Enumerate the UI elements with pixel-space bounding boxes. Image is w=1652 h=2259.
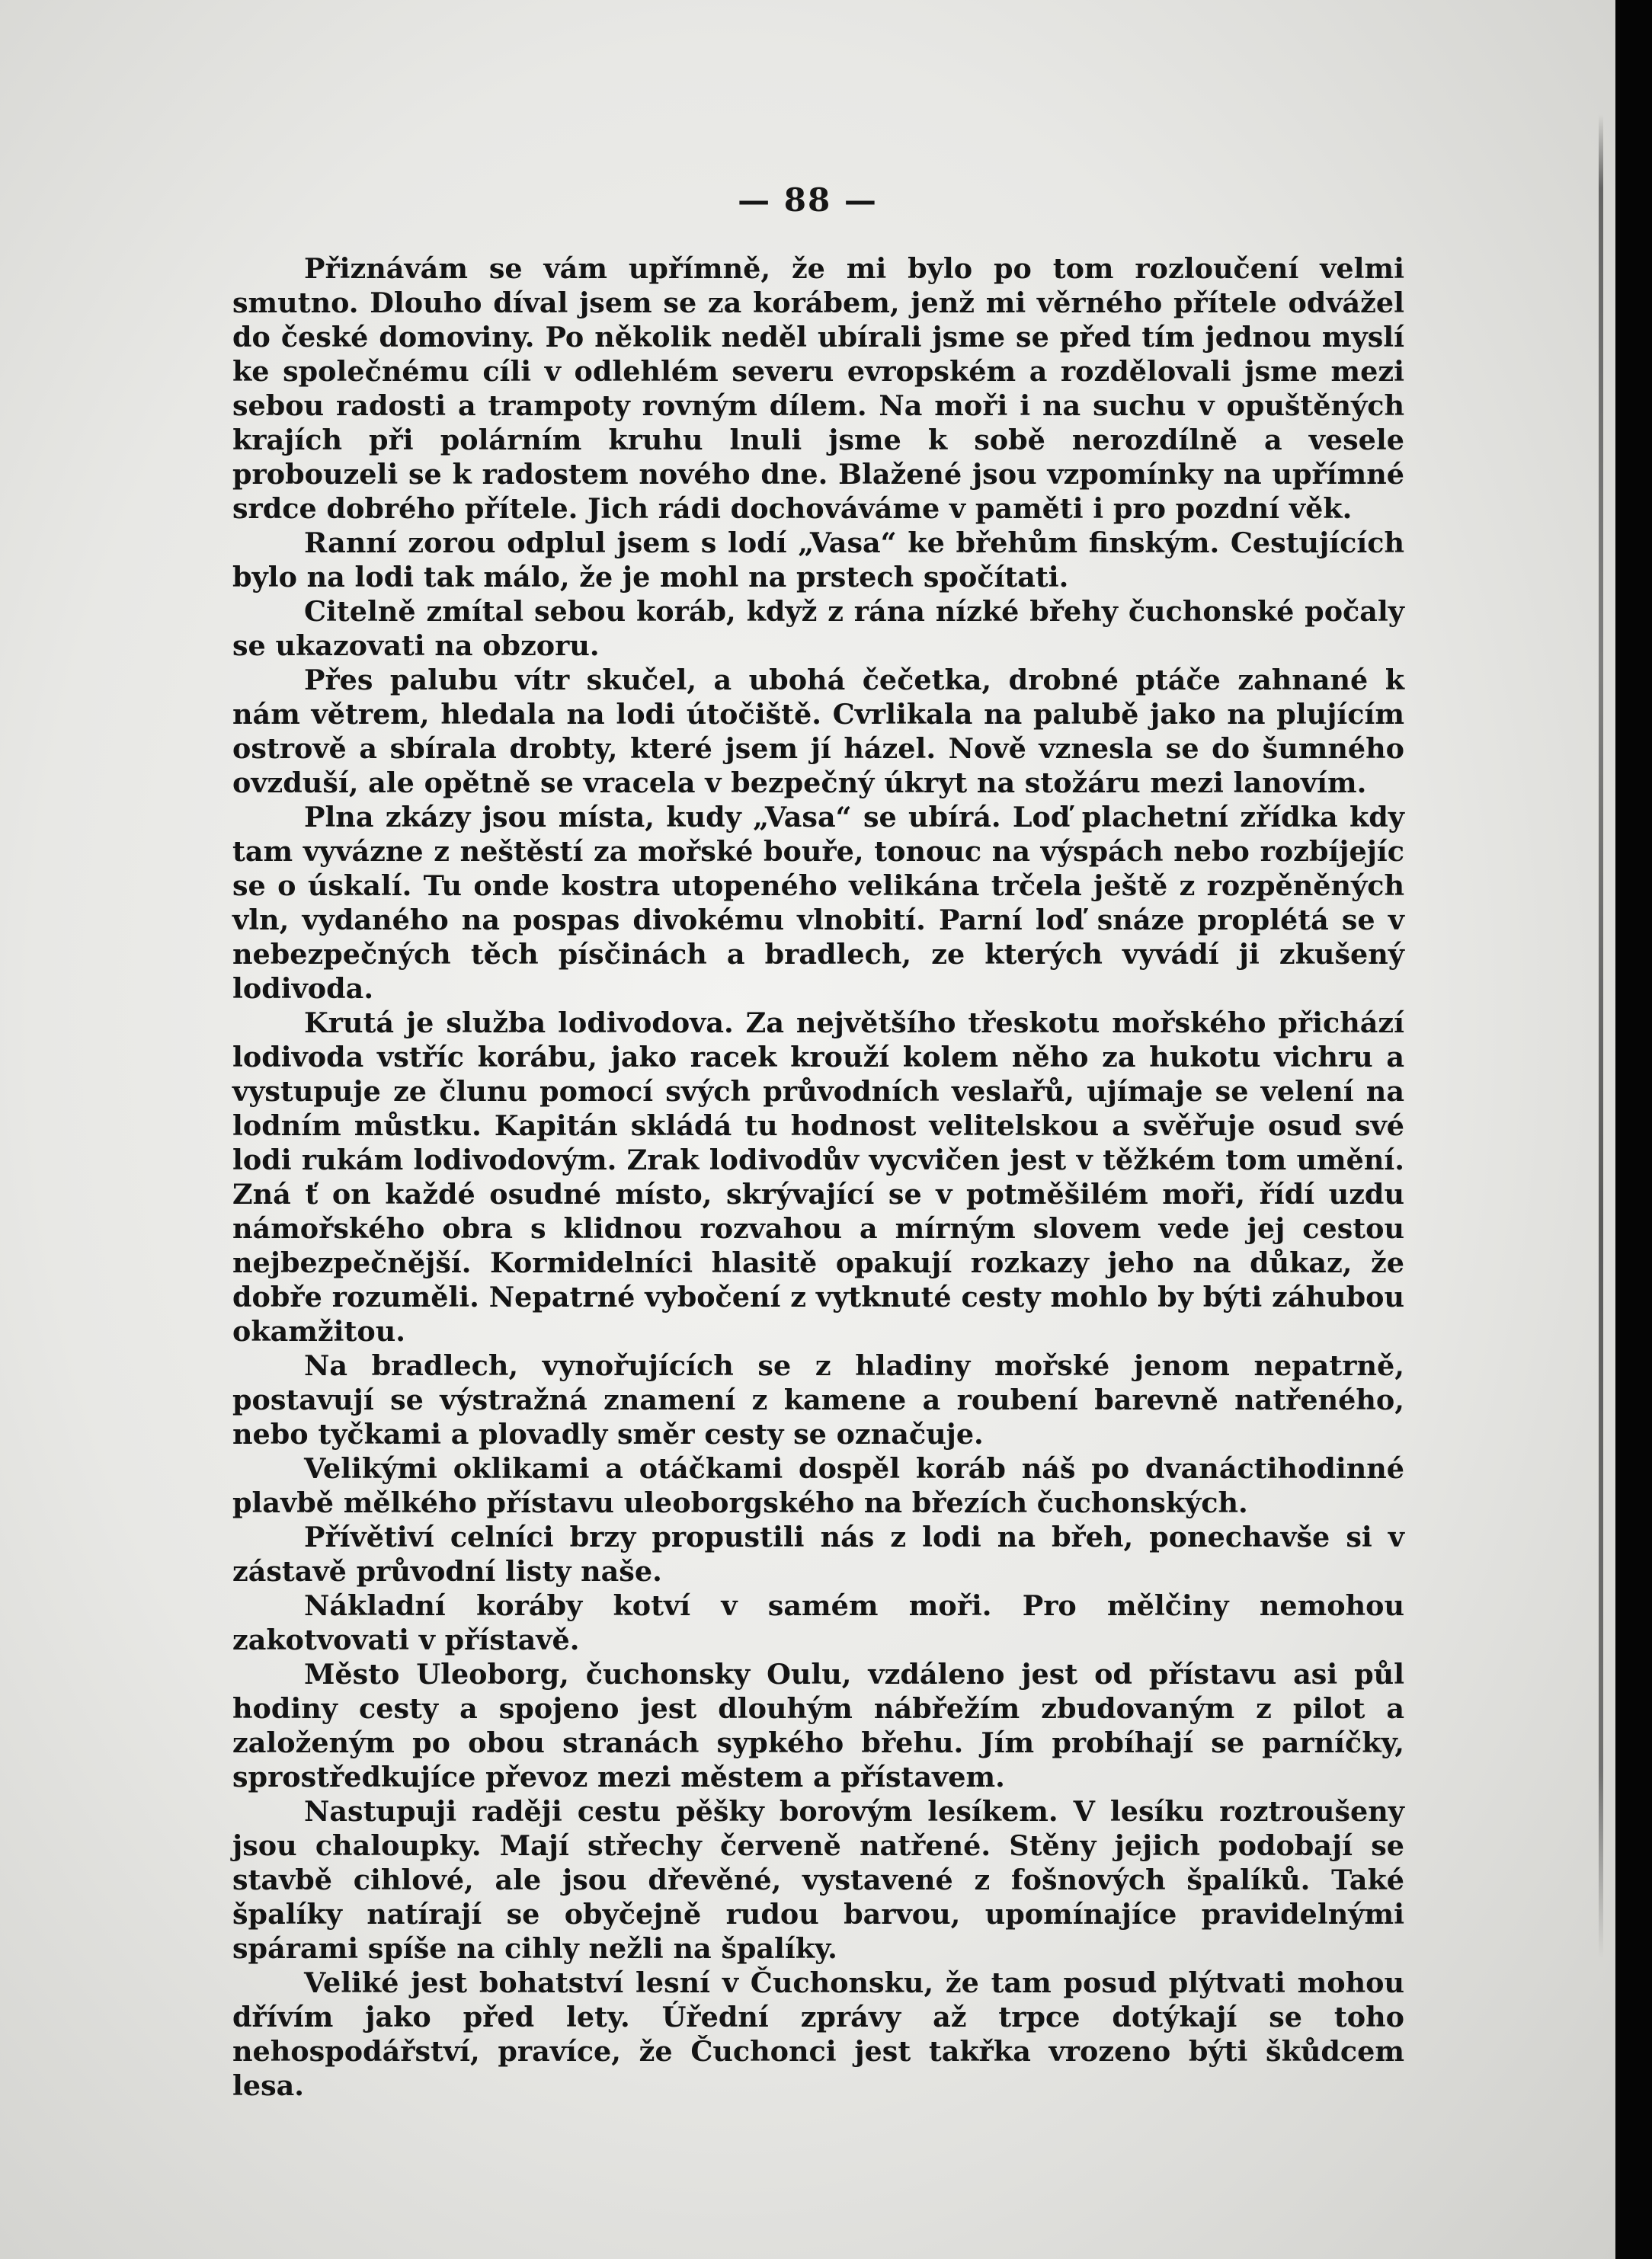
scan-border (1615, 0, 1652, 2259)
page-edge-shadow (1599, 114, 1603, 1958)
paragraph: Nákladní koráby kotví v samém moři. Pro mělčiny nemohou zakotvovati v přístavě. (232, 1589, 1404, 1656)
paragraph: Přiznávám se vám upřímně, že mi bylo po tom rozloučení velmi smutno. Dlouho díval jsem se za korábem, jenž mi věrného přítele odvážel do české domoviny. Po několik neděl ubírali jsme se před tím jednou myslí ke společnému cíli v odlehlém severu evropském a rozdělovali jsme mezi sebou radosti a trampoty rovným dílem. Na moři i na suchu v opuštěných krajích při polárním kruhu lnuli jsme k sobě nerozdílně a vesele probouzeli se k radostem nového dne. Blažené jsou vzpomínky na upřímné srdce dobrého přítele. Jich rádi dochováváme v paměti i pro pozdní věk. (232, 252, 1404, 525)
paragraph: Ranní zorou odplul jsem s lodí „Vasa“ ke břehům finským. Cestujících bylo na lodi tak málo, že je mohl na prstech spočítati. (232, 526, 1404, 594)
page-number: — 88 — (738, 181, 878, 219)
paragraph: Krutá je služba lodivodova. Za největšího třeskotu mořského přichází lodivoda vstříc korábu, jako racek krouží kolem něho za hukotu vichru a vystupuje ze člunu pomocí svých průvodních veslařů, ujímaje se velení na lodním můstku. Kapitán skládá tu hodnost velitelskou a svěřuje osud své lodi rukám lodivodovým. Zrak lodivodův vycvičen jest v těžkém tom umění. Zná ť on každé osudné místo, skrývající se v potměšilém moři, řídí uzdu námořského obra s klidnou rozvahou a mírným slovem vede jej cestou nejbezpečnější. Kormidelníci hlasitě opakují rozkazy jeho na důkaz, že dobře rozuměli. Nepatrné vybočení z vytknuté cesty mohlo by býti záhubou okamžitou. (232, 1006, 1404, 1348)
paragraph: Nastupuji raději cestu pěšky borovým lesíkem. V lesíku roztroušeny jsou chaloupky. Mají střechy červeně natřené. Stěny jejich podobají se stavbě cihlové, ale jsou dřevěné, vystavené z fošnových špalíků. Také špalíky natírají se obyčejně rudou barvou, upomínajíce pravidelnými spárami spíše na cihly nežli na špalíky. (232, 1795, 1404, 1965)
paragraph: Přes palubu vítr skučel, a ubohá čečetka, drobné ptáče zahnané k nám větrem, hledala na lodi útočiště. Cvrlikala na palubě jako na plujícím ostrově a sbírala drobty, které jsem jí házel. Nově vznesla se do šumného ovzduší, ale opětně se vracela v bezpečný úkryt na stožáru mezi lanovím. (232, 664, 1404, 799)
paragraph: Město Uleoborg, čuchonsky Oulu, vzdáleno jest od přístavu asi půl hodiny cesty a spojeno jest dlouhým nábřežím zbudovaným z pilot a založeným po obou stranách sypkého břehu. Jím probíhají se parníčky, sprostředkujíce převoz mezi městem a přístavem. (232, 1658, 1404, 1793)
paragraph: Na bradlech, vynořujících se z hladiny mořské jenom nepatrně, postavují se výstražná znamení z kamene a roubení barevně natřeného, nebo tyčkami a plovadly směr cesty se označuje. (232, 1349, 1404, 1451)
paragraph: Citelně zmítal sebou koráb, když z rána nízké břehy čuchonské počaly se ukazovati na obzoru. (232, 595, 1404, 662)
paragraph: Plna zkázy jsou místa, kudy „Vasa“ se ubírá. Loď plachetní zřídka kdy tam vyvázne z neštěstí za mořské bouře, tonouc na výspách nebo rozbíjejíc se o úskalí. Tu onde kostra utopeného velikána trčela ještě z rozpěněných vln, vydaného na pospas divokému vlnobití. Parní loď snáze proplétá se v nebezpečných těch písčinách a bradlech, ze kterých vyvádí ji zkušený lodivoda. (232, 801, 1404, 1005)
paragraph: Veliké jest bohatství lesní v Čuchonsku, že tam posud plýtvati mohou dřívím jako před lety. Úřední zprávy až trpce dotýkají se toho nehospodářství, pravíce, že Čuchonci jest takřka vrozeno býti škůdcem lesa. (232, 1966, 1404, 2102)
paragraph: Přívětiví celníci brzy propustili nás z lodi na břeh, ponechavše si v zástavě průvodní listy naše. (232, 1521, 1404, 1588)
body-text (232, 251, 1404, 2103)
paragraph: Velikými oklikami a otáčkami dospěl koráb náš po dvanáctihodinné plavbě mělkého přístavu uleoborgského na březích čuchonských. (232, 1452, 1404, 1519)
